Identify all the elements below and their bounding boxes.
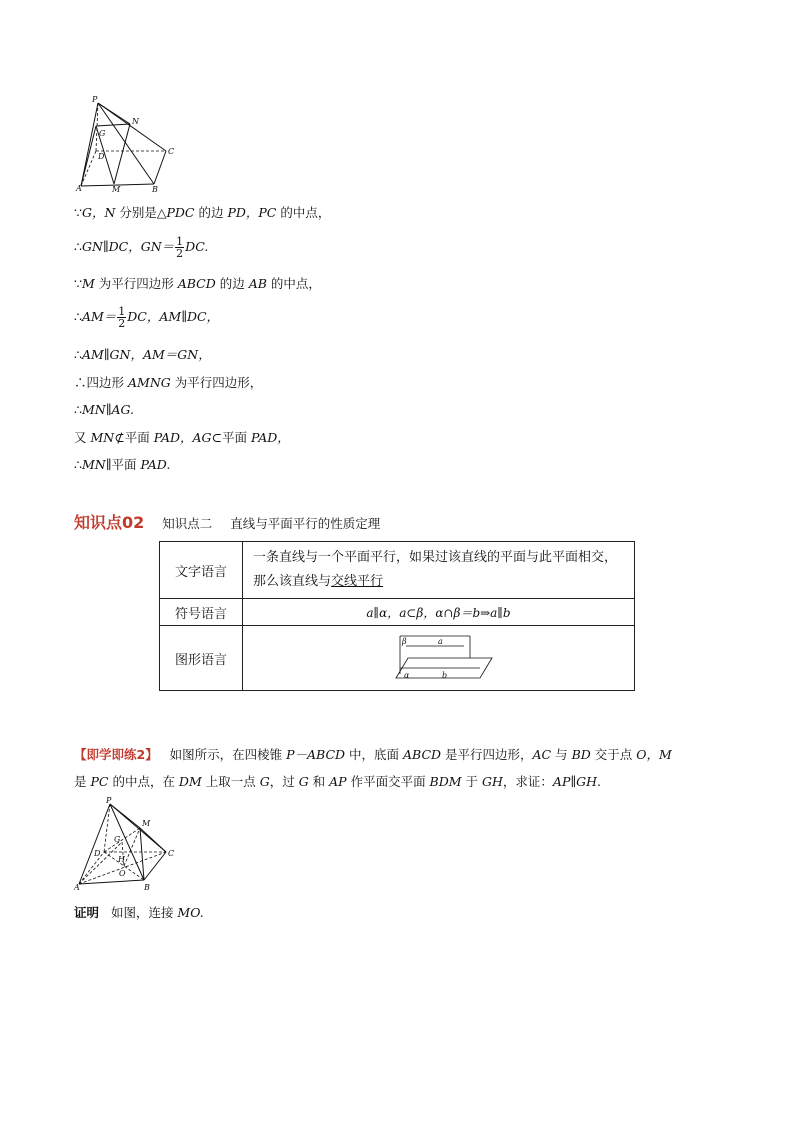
section-tag: 知识点02	[74, 513, 145, 532]
row-content-text-language: 一条直线与一个平面平行，如果过该直线的平面与此平面相交， 那么该直线与交线平行	[243, 542, 635, 599]
fig2-label-H: H	[118, 855, 125, 864]
proof-line-5: ∴AM∥GN，AM＝GN，	[74, 347, 211, 362]
proof-label: 证明	[74, 905, 100, 920]
label-P: P	[92, 96, 98, 104]
pyramid-figure-2	[74, 796, 184, 896]
fig2-label-C: C	[168, 849, 175, 858]
theorem-table	[159, 541, 635, 691]
section-title: 直线与平面平行的性质定理	[230, 516, 381, 531]
fig2-label-A: A	[74, 883, 80, 892]
table-row-figure	[160, 626, 635, 691]
label-a: a	[437, 637, 443, 646]
label-M: M	[112, 185, 121, 194]
row-content-figure-language	[243, 626, 635, 691]
proof-line-7: ∴MN∥AG.	[74, 402, 135, 417]
table-row-text	[160, 542, 635, 599]
label-G: G	[99, 129, 106, 138]
label-C: C	[168, 147, 175, 156]
proof-line-9: ∴MN∥平面 PAD.	[74, 457, 171, 472]
section-subtitle: 知识点二	[162, 516, 213, 531]
fraction-half: $\frac{1}{2}$	[176, 235, 184, 260]
row-label-text-language: 文字语言	[160, 542, 243, 599]
label-alpha: α	[403, 671, 409, 680]
pyramid-figure-1	[74, 96, 184, 196]
proof-line-3: ∵M 为平行四边形 ABCD 的边 AB 的中点，	[74, 276, 321, 291]
fig2-label-B: B	[144, 883, 150, 892]
proof-line-1: ∵G，N 分别是△PDC 的边 PD，PC 的中点，	[74, 205, 331, 220]
proof-line-2: ∴GN∥DC，GN＝ $\frac{1}{2}$ DC.	[74, 235, 209, 260]
exercise-block: 【即学即练2】 如图所示，在四棱锥 P－ABCD 中，底面 ABCD 是平行四边形，AC 与 BD 交于点 O，M 是 PC 的中点，在 DM 上取一点 G，过 G 和 AP 作平面交平面 BDM 于 GH，求证：AP∥GH.	[74, 747, 672, 789]
fig2-label-D: D	[94, 849, 101, 858]
proof-line-6: ∴四边形 AMNG 为平行四边形，	[74, 375, 263, 390]
label-A: A	[76, 184, 82, 193]
label-B: B	[152, 185, 158, 194]
exercise-tag: 【即学即练2】	[74, 747, 158, 762]
row-content-symbol-language: a∥α，a⊂β，α∩β＝b⇒a∥b	[243, 599, 635, 626]
fraction-half-2: $\frac{1}{2}$	[118, 305, 126, 330]
fig2-label-P: P	[106, 796, 112, 805]
section-heading	[74, 510, 380, 533]
label-N: N	[132, 117, 139, 126]
row-label-figure-language: 图形语言	[160, 626, 243, 691]
fig2-label-G: G	[114, 835, 121, 844]
proof-2: 证明 如图，连接 MO.	[74, 905, 204, 920]
label-D: D	[98, 152, 105, 161]
fig2-label-M: M	[142, 819, 151, 828]
row-label-symbol-language: 符号语言	[160, 599, 243, 626]
plane-diagram	[384, 634, 494, 682]
proof-line-8: 又 MN⊄平面 PAD，AG⊂平面 PAD，	[74, 430, 290, 445]
table-row-symbol	[160, 599, 635, 626]
label-beta: β	[401, 637, 407, 646]
proof-line-4: ∴AM＝ $\frac{1}{2}$ DC，AM∥DC，	[74, 305, 220, 330]
fig2-label-O: O	[119, 869, 126, 878]
label-b: b	[441, 671, 447, 680]
